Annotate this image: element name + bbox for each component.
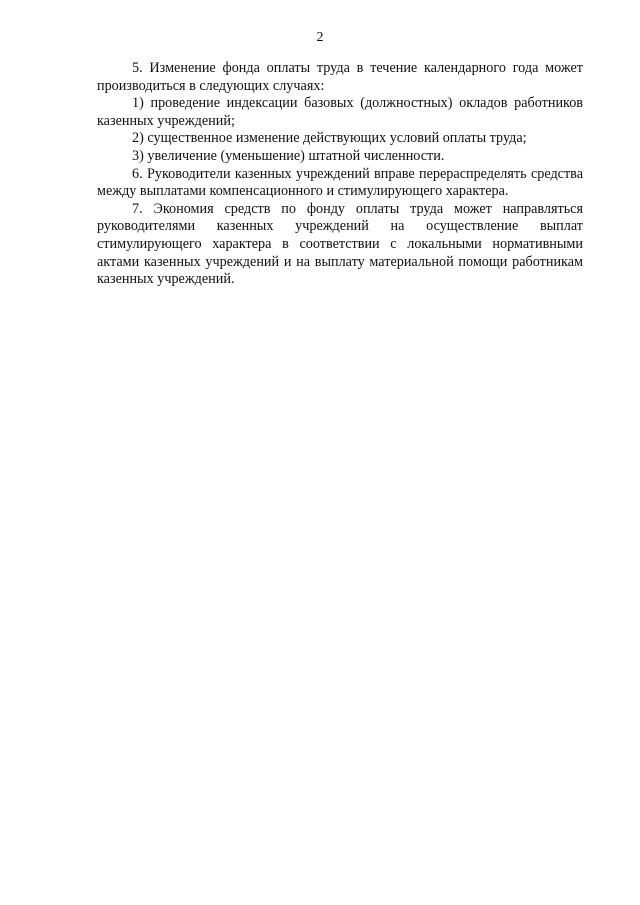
paragraph-item-7: 7. Экономия средств по фонду оплаты труда может направляться руководителями казенных учреждений на осуществление выплат стимулирующего характера в соответствии с локальными нормативными актами казенных учреждений и на выплату материальной помощи работникам казенных учреждений. — [97, 200, 583, 288]
paragraph-item-5: 5. Изменение фонда оплаты труда в течение календарного года может производиться в следующих случаях: — [97, 60, 583, 94]
paragraph-subitem-1: 1) проведение индексации базовых (должностных) окладов работников казенных учреждений; — [97, 95, 583, 129]
paragraph-subitem-2: 2) существенное изменение действующих условий оплаты труда; — [132, 130, 527, 147]
paragraph-subitem-3: 3) увеличение (уменьшение) штатной численности. — [132, 147, 445, 164]
page-number: 2 — [316, 30, 324, 45]
paragraph-item-6: 6. Руководители казенных учреждений вправе перераспределять средства между выплатами компенсационного и стимулирующего характера. — [97, 165, 583, 200]
document-body — [97, 60, 583, 289]
